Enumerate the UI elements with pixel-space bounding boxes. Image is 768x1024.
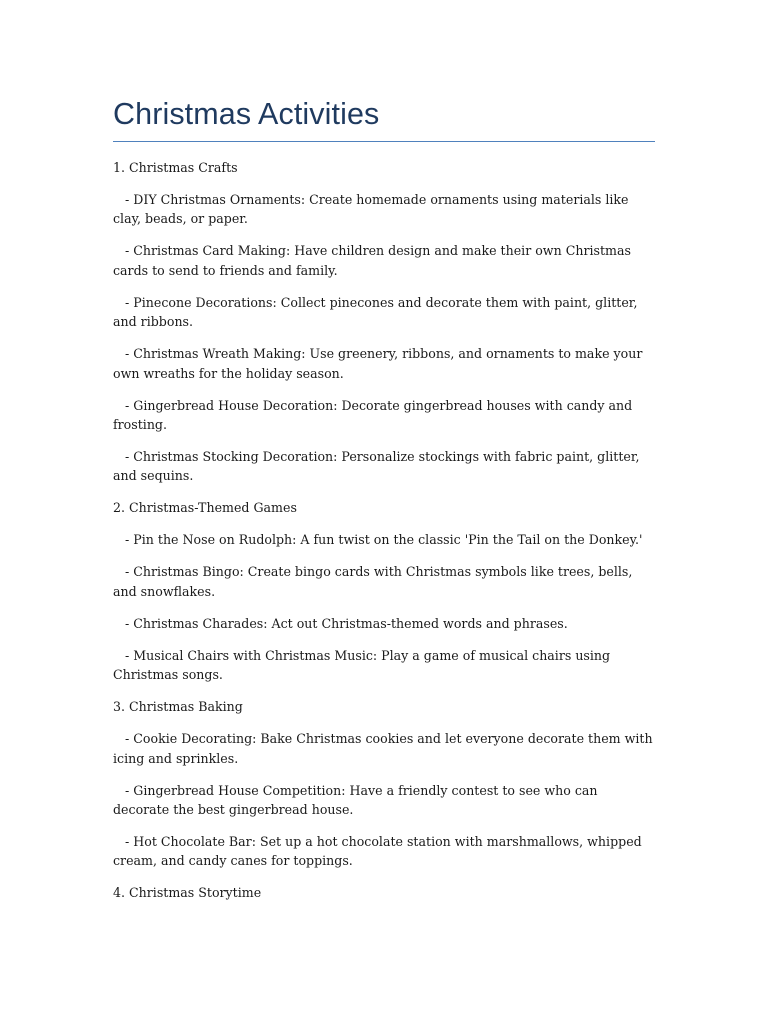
list-item: - Pinecone Decorations: Collect pinecones and decorate them with paint, glitter, and ribbons. (113, 294, 642, 330)
section-heading-storytime: 4. Christmas Storytime (113, 885, 262, 901)
section-heading-crafts: 1. Christmas Crafts (113, 160, 238, 175)
list-item: - Gingerbread House Decoration: Decorate gingerbread houses with candy and frosting. (113, 397, 637, 433)
document-title: Christmas Activities (113, 97, 380, 131)
list-item: - Pin the Nose on Rudolph: A fun twist on the classic 'Pin the Tail on the Donkey.' (113, 532, 643, 548)
list-item: - Christmas Bingo: Create bingo cards with Christmas symbols like trees, bells, and snowflakes. (113, 564, 637, 599)
section-heading-games: 2. Christmas-Themed Games (113, 500, 297, 516)
list-item: - Gingerbread House Competition: Have a friendly contest to see who can decorate the best gingerbread house. (113, 782, 602, 818)
list-item: - Christmas Stocking Decoration: Personalize stockings with fabric paint, glitter, and sequins. (113, 449, 644, 484)
list-item: - Musical Chairs with Christmas Music: Play a game of musical chairs using Christmas songs. (113, 647, 615, 683)
list-item: - Christmas Card Making: Have children design and make their own Christmas cards to send to friends and family. (113, 243, 635, 278)
document-page (113, 94, 655, 915)
list-item: - Cookie Decorating: Bake Christmas cookies and let everyone decorate them with icing and sprinkles. (113, 731, 657, 766)
list-item: - Hot Chocolate Bar: Set up a hot chocolate station with marshmallows, whipped cream, and candy canes for toppings. (113, 834, 646, 869)
section-heading-baking: 3. Christmas Baking (113, 699, 243, 715)
list-item: - Christmas Wreath Making: Use greenery, ribbons, and ornaments to make your own wreaths for the holiday season. (113, 346, 647, 381)
title-underline (113, 141, 655, 142)
list-item: - Christmas Charades: Act out Christmas-themed words and phrases. (113, 615, 568, 631)
list-item: - DIY Christmas Ornaments: Create homemade ornaments using materials like clay, beads, or paper. (113, 192, 633, 227)
